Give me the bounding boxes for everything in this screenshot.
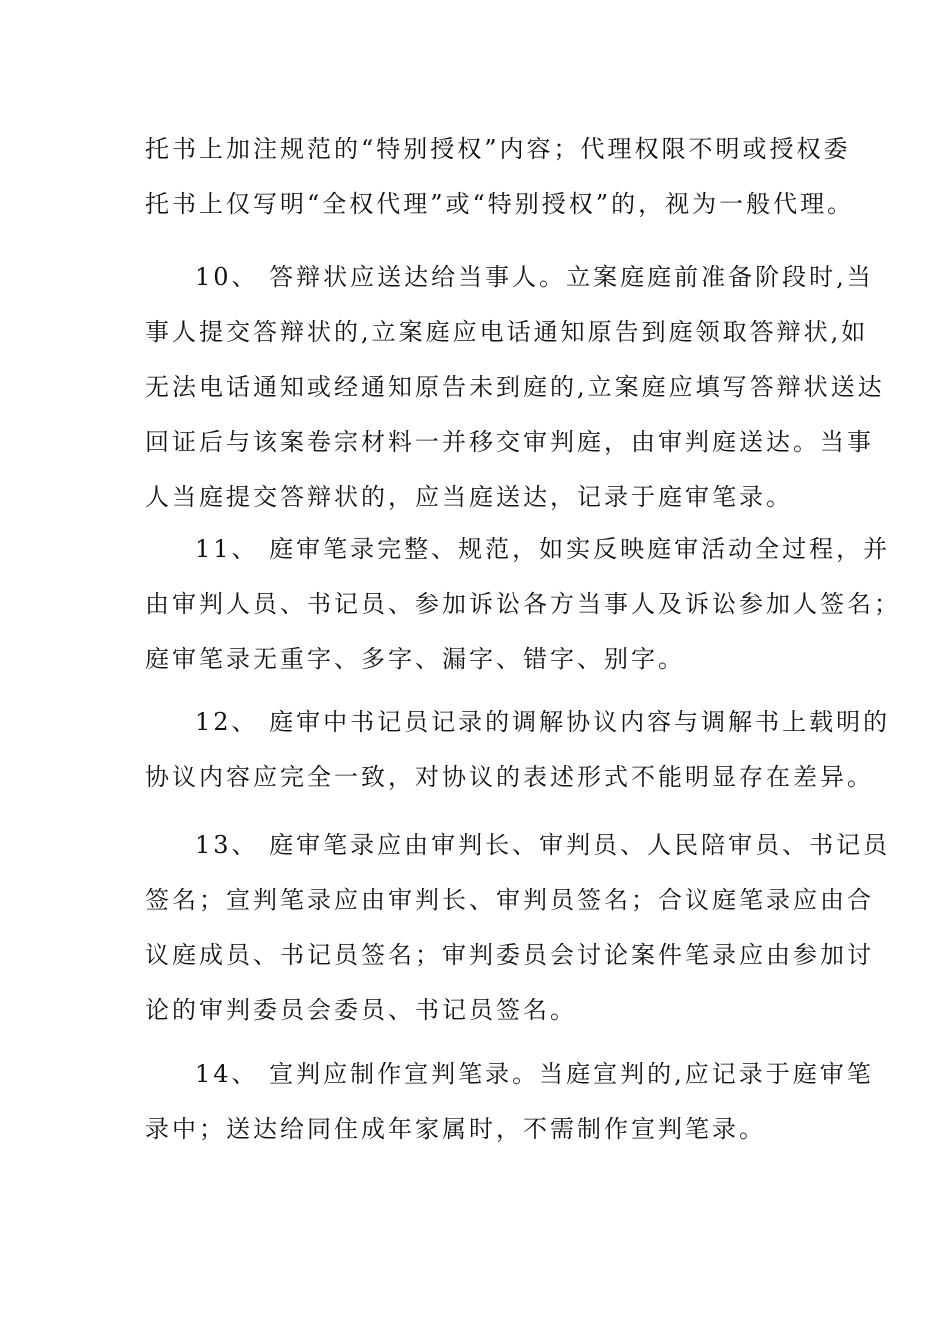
- paragraph-item-10: [145, 250, 885, 525]
- paragraph-item-12: [145, 695, 891, 805]
- paragraph-item-14: [145, 1047, 874, 1157]
- text-line: 庭审笔录无重字、多字、漏字、错字、别字。: [145, 645, 685, 673]
- paragraph-authorization-continued: [145, 122, 855, 232]
- text-line: 回证后与该案卷宗材料一并移交审判庭，由审判庭送达。当事: [145, 428, 874, 456]
- text-line: 协议内容应完全一致，对协议的表述形式不能明显存在差异。: [145, 763, 874, 791]
- text-line: 13、 庭审笔录应由审判长、审判员、人民陪审员、书记员: [195, 831, 891, 859]
- text-line: 11、 庭审笔录完整、规范，如实反映庭审活动全过程，并: [195, 535, 891, 563]
- text-line: 托书上仅写明“全权代理”或“特别授权”的，视为一般代理。: [145, 190, 855, 218]
- paragraph-item-13: [145, 818, 891, 1038]
- text-line: 10、 答辩状应送达给当事人。立案庭庭前准备阶段时,当: [195, 263, 874, 291]
- text-line: 14、 宣判应制作宣判笔录。当庭宣判的,应记录于庭审笔: [195, 1060, 874, 1088]
- text-line: 无法电话通知或经通知原告未到庭的,立案庭应填写答辩状送达: [145, 373, 885, 401]
- text-line: 由审判人员、书记员、参加诉讼各方当事人及诉讼参加人签名；: [145, 590, 901, 618]
- paragraph-item-11: [145, 522, 901, 687]
- text-line: 托书上加注规范的“特别授权”内容；代理权限不明或授权委: [145, 135, 851, 163]
- text-line: 12、 庭审中书记员记录的调解协议内容与调解书上载明的: [195, 708, 891, 736]
- text-line: 人当庭提交答辩状的，应当庭送达，记录于庭审笔录。: [145, 483, 793, 511]
- text-line: 签名；宣判笔录应由审判长、审判员签名；合议庭笔录应由合: [145, 886, 874, 914]
- text-line: 议庭成员、书记员签名；审判委员会讨论案件笔录应由参加讨: [145, 941, 874, 969]
- text-line: 录中；送达给同住成年家属时，不需制作宣判笔录。: [145, 1115, 766, 1143]
- text-line: 事人提交答辩状的,立案庭应电话通知原告到庭领取答辩状,如: [145, 318, 869, 346]
- text-line: 论的审判委员会委员、书记员签名。: [145, 996, 577, 1024]
